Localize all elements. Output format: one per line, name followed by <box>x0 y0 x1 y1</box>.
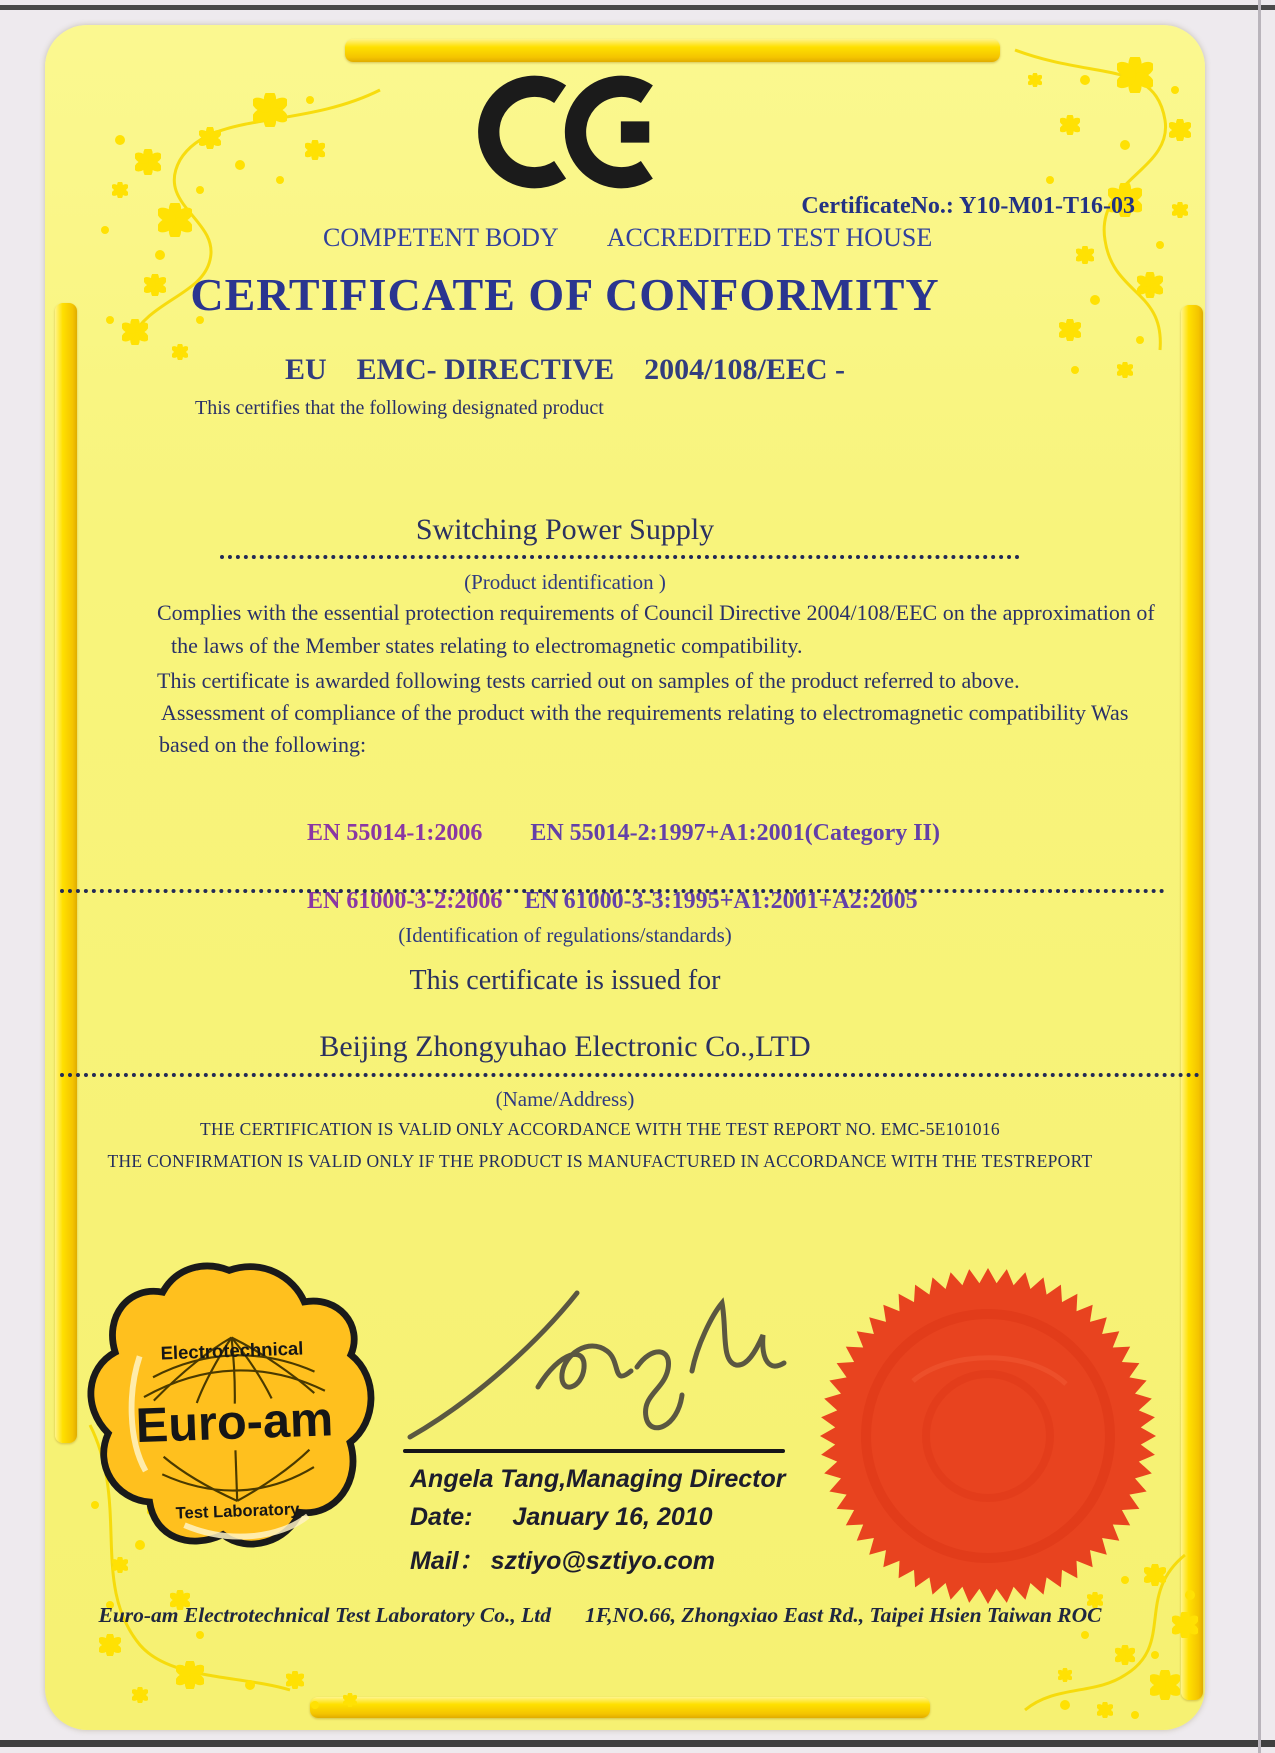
date-value: January 16, 2010 <box>512 1503 713 1531</box>
certificate-number: CertificateNo.: Y10-M01-T16-03 <box>801 193 1135 219</box>
compliance-line-4: Assessment of compliance of the product with the requirements relating to electromagnetic compatibility Was <box>161 700 1129 725</box>
dotted-separator-standards <box>60 889 1165 893</box>
signature-line <box>403 1449 785 1453</box>
dotted-separator-company <box>60 1073 1200 1077</box>
dotted-separator-product <box>220 555 1020 559</box>
compliance-line-1: Complies with the essential protection requirements of Council Directive 2004/108/EEC on the approximation of <box>157 600 1155 625</box>
corner-decoration-top-right-icon <box>975 40 1200 460</box>
certificate-sheet <box>45 25 1205 1730</box>
compliance-line-2: the laws of the Member states relating to electromagnetic compatibility. <box>171 633 803 658</box>
corner-decoration-top-left-icon <box>60 70 460 370</box>
badge-name: Euro-am <box>134 1392 335 1454</box>
standard-cell: EN 61000-3-2:2006 <box>307 888 503 914</box>
standard-cell: EN 55014-2:1997+A1:2001(Category II) <box>530 820 940 846</box>
ce-mark-icon <box>475 57 680 207</box>
footer-company: Euro-am Electrotechnical Test Laboratory Co., Ltd <box>98 1603 551 1627</box>
footer-row <box>45 1603 1155 1628</box>
signature-scribble-icon <box>390 1275 790 1450</box>
scan-edge-bottom <box>0 1740 1275 1747</box>
company-caption: (Name/Address) <box>495 1087 635 1111</box>
accredited-test-house-label: ACCREDITED TEST HOUSE <box>606 223 933 252</box>
badge-top-label: Electrotechnical <box>160 1337 304 1364</box>
signatory-block <box>410 1465 786 1586</box>
euroam-badge <box>83 1248 386 1570</box>
footer-address: 1F,NO.66, Zhongxiao East Rd., Taipei Hsien Taiwan ROC <box>584 1603 1102 1627</box>
scan-edge-right <box>1258 0 1261 1753</box>
compliance-line-5: based on the following: <box>159 732 367 757</box>
date-row <box>410 1503 786 1532</box>
mail-label: Mail： <box>410 1547 484 1575</box>
red-seal-icon <box>818 1266 1158 1606</box>
accreditation-row <box>323 223 932 253</box>
product-name: Switching Power Supply <box>415 513 715 546</box>
mail-row <box>410 1541 786 1577</box>
company-name: Beijing Zhongyuhao Electronic Co.,LTD <box>319 1030 811 1063</box>
standards-caption: (Identification of regulations/standards) <box>398 923 732 947</box>
certificate-title: CERTIFICATE OF CONFORMITY <box>190 269 940 320</box>
badge-bottom-label: Test Laboratory <box>175 1499 300 1523</box>
product-caption: (Product identification ) <box>464 570 666 594</box>
mail-value: sztiyo@sztiyo.com <box>490 1547 716 1575</box>
competent-body-label: COMPETENT BODY <box>323 223 559 252</box>
validity-line-1: THE CERTIFICATION IS VALID ONLY ACCORDANCE WITH THE TEST REPORT NO. EMC-5E101016 <box>200 1119 1000 1139</box>
gold-bar-left <box>55 303 77 1443</box>
date-label: Date: <box>410 1503 473 1531</box>
compliance-line-3: This certificate is awarded following tests carried out on samples of the product referred to above. <box>157 668 1020 693</box>
standard-cell: EN 61000-3-3:1995+A1:2001+A2:2005 <box>524 888 918 914</box>
signatory-name: Angela Tang,Managing Director <box>410 1465 786 1493</box>
scan-edge-top <box>0 5 1275 10</box>
gold-bar-right <box>1181 305 1203 1700</box>
certifies-line: This certifies that the following designated product <box>195 397 604 419</box>
issued-for-line: This certificate is issued for <box>409 965 721 996</box>
directive-subtitle: EU EMC- DIRECTIVE 2004/108/EEC - <box>284 353 846 386</box>
validity-line-2: THE CONFIRMATION IS VALID ONLY IF THE PRODUCT IS MANUFACTURED IN ACCORDANCE WITH THE TESTREPORT <box>107 1151 1093 1171</box>
standard-cell: EN 55014-1:2006 <box>307 820 483 846</box>
